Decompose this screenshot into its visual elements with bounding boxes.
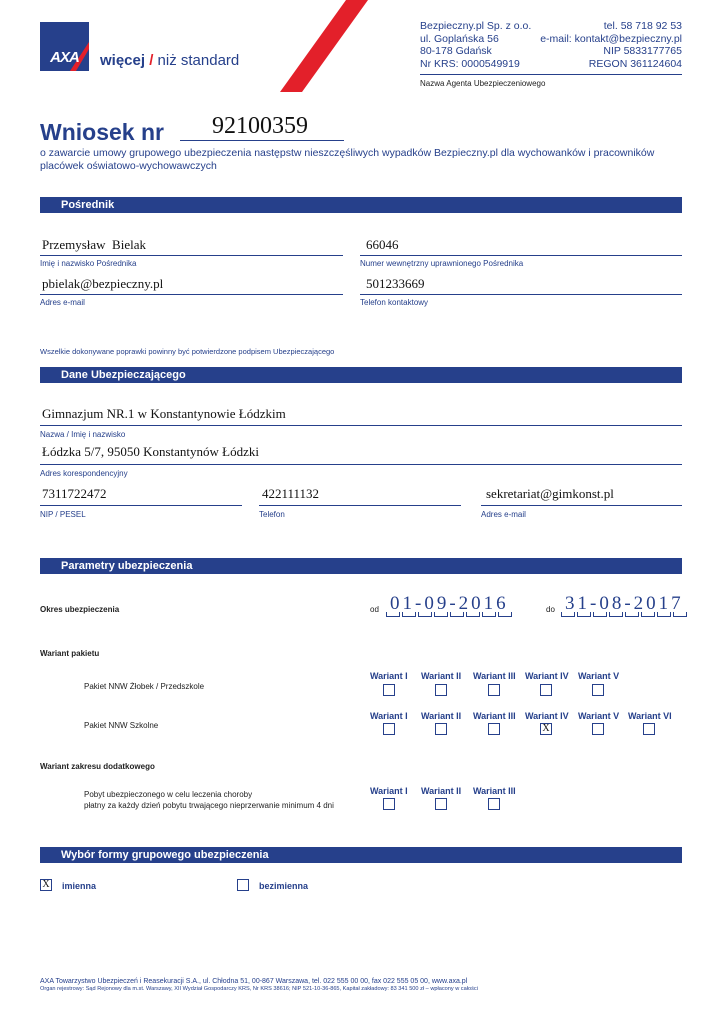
posrednik-email-label: Adres e-mail: [40, 298, 85, 307]
variant-label: Wariant IV: [525, 711, 569, 721]
insured-name-label: Nazwa / Imię i nazwisko: [40, 430, 126, 439]
insured-email-line: [481, 505, 682, 506]
pobyt-description: [84, 789, 334, 811]
agent-name-line: [420, 74, 682, 75]
subtitle-line: placówek oświatowo-wychowawczych: [40, 160, 217, 172]
posrednik-email-value[interactable]: pbielak@bezpieczny.pl: [42, 276, 164, 291]
zlobek-variant-1-checkbox[interactable]: [383, 684, 395, 696]
variant-label: Wariant III: [473, 671, 516, 681]
variant-label: Wariant III: [473, 786, 516, 796]
date-from-tick: [386, 612, 400, 617]
variant-label: Wariant V: [578, 711, 620, 721]
date-to-tick: [673, 612, 687, 617]
variant-label: Wariant I: [370, 711, 408, 721]
posrednik-phone-label: Telefon kontaktowy: [360, 298, 429, 307]
section-heading: Wybór formy grupowego ubezpieczenia: [61, 849, 269, 861]
company-line: ul. Goplańska 56: [420, 32, 499, 45]
company-line: Nr KRS: 0000549919: [420, 57, 520, 70]
section-heading: Parametry ubezpieczenia: [61, 560, 193, 572]
do-label: do: [546, 605, 555, 614]
date-to-tick: [609, 612, 623, 617]
variant-label: Wariant V: [578, 671, 620, 681]
insured-phone-value[interactable]: 422111132: [262, 486, 320, 501]
insured-nip-value[interactable]: 7311722472: [42, 486, 107, 501]
posrednik-number-label: Numer wewnętrzny uprawnionego Pośrednika: [360, 259, 524, 268]
posrednik-name-label: Imię i nazwisko Pośrednika: [40, 259, 137, 268]
footer: [40, 978, 690, 992]
section-parametry: [40, 558, 682, 574]
insured-name-value[interactable]: Gimnazjum NR.1 w Konstantynowie Łódzkim: [42, 406, 286, 421]
posrednik-phone-value[interactable]: 501233669: [366, 276, 425, 291]
axa-logo-text: AXA: [50, 49, 79, 66]
form-subtitle: [40, 147, 654, 173]
variant-label: Wariant III: [473, 711, 516, 721]
date-to-tick: [593, 612, 607, 617]
insured-address-label: Adres korespondencyjny: [40, 469, 128, 478]
szkolne-variant-6-checkbox[interactable]: [643, 723, 655, 735]
date-from-tick: [498, 612, 512, 617]
slogan: [100, 52, 239, 69]
form-title: Wniosek nr: [40, 119, 164, 145]
date-to-value[interactable]: 31-08-2017: [565, 593, 684, 614]
pobyt-variant-1-checkbox[interactable]: [383, 798, 395, 810]
insured-email-label: Adres e-mail: [481, 510, 526, 519]
od-label: od: [370, 605, 379, 614]
posrednik-phone-line: [360, 294, 682, 295]
posrednik-number-value[interactable]: 66046: [366, 237, 399, 252]
insured-phone-label: Telefon: [259, 510, 285, 519]
footer-line: Organ rejestrowy: Sąd Rejonowy dla m.st. Warszawy, XII Wydział Gospodarczy KRS, Nr KRS 38616; NIP 521-10-36-865, Kapitał zakładowy: 83 341 500 zł – wpłacony w całości: [40, 986, 478, 992]
contact-line: e-mail: kontakt@bezpieczny.pl: [540, 32, 682, 45]
szkolne-variant-2-checkbox[interactable]: [435, 723, 447, 735]
date-from-tick: [402, 612, 416, 617]
company-address: [420, 20, 531, 70]
company-contact: [540, 20, 682, 70]
contact-line: NIP 5833177765: [603, 45, 682, 57]
pobyt-variant-2-checkbox[interactable]: [435, 798, 447, 810]
insured-address-value[interactable]: Łódzka 5/7, 95050 Konstantynów Łódzki: [42, 444, 259, 459]
szkolne-variant-3-checkbox[interactable]: [488, 723, 500, 735]
agent-label: Nazwa Agenta Ubezpieczeniowego: [420, 79, 546, 88]
bezimienna-checkbox[interactable]: [237, 879, 249, 891]
slogan-rest: niż standard: [157, 52, 240, 69]
company-line: 80-178 Gdańsk: [420, 45, 492, 57]
subtitle-line: o zawarcie umowy grupowego ubezpieczenia następstw nieszczęśliwych wypadków Bezpieczny.pl dla wychowanków i pracowników: [40, 147, 655, 159]
slogan-slash: /: [149, 52, 154, 69]
date-to-tick: [641, 612, 655, 617]
variant-label: Wariant I: [370, 671, 408, 681]
zlobek-variant-3-checkbox[interactable]: [488, 684, 500, 696]
date-to-tick: [577, 612, 591, 617]
section-ubezpieczajacy: [40, 367, 682, 383]
szkolne-variant-1-checkbox[interactable]: [383, 723, 395, 735]
section-posrednik: [40, 197, 682, 213]
date-from-tick: [450, 612, 464, 617]
zlobek-variant-4-checkbox[interactable]: [540, 684, 552, 696]
zlobek-variant-5-checkbox[interactable]: [592, 684, 604, 696]
section-forma: [40, 847, 682, 863]
date-from-tick: [418, 612, 432, 617]
insured-address-line: [40, 464, 682, 465]
posrednik-name-line: [40, 255, 343, 256]
variant-label: Wariant IV: [525, 671, 569, 681]
contact-line: REGON 361124604: [588, 57, 682, 70]
posrednik-email-line: [40, 294, 343, 295]
date-from-tick: [482, 612, 496, 617]
posrednik-number-line: [360, 255, 682, 256]
section-heading: Dane Ubezpieczającego: [61, 369, 186, 381]
contact-line: tel. 58 718 92 53: [603, 20, 682, 32]
bezimienna-label: bezimienna: [259, 881, 309, 891]
zakres-dodatkowy-label: Wariant zakresu dodatkowego: [40, 762, 155, 771]
insured-nip-line: [40, 505, 242, 506]
okres-label: Okres ubezpieczenia: [40, 605, 120, 614]
variant-label: Wariant I: [370, 786, 408, 796]
form-number-line: [180, 140, 344, 141]
pakiet-szkolne-label: Pakiet NNW Szkolne: [84, 721, 159, 730]
axa-logo: [40, 22, 89, 71]
footer-line: AXA Towarzystwo Ubezpieczeń i Reasekuracji S.A., ul. Chłodna 51, 00-867 Warszawa, tel. 022 555 00 00, fax 022 555 05 00, www.axa.pl: [40, 978, 468, 985]
date-from-value[interactable]: 01-09-2016: [390, 593, 509, 614]
date-from-tick: [466, 612, 480, 617]
imienna-label: imienna: [62, 881, 97, 891]
insured-phone-line: [259, 505, 461, 506]
variant-label: Wariant II: [421, 671, 462, 681]
wariant-pakietu-label: Wariant pakietu: [40, 649, 100, 658]
variant-label: Wariant VI: [628, 711, 672, 721]
zlobek-variant-2-checkbox[interactable]: [435, 684, 447, 696]
szkolne-variant-5-checkbox[interactable]: [592, 723, 604, 735]
pobyt-variant-3-checkbox[interactable]: [488, 798, 500, 810]
slogan-bold: więcej: [100, 52, 146, 69]
insured-nip-label: NIP / PESEL: [40, 510, 86, 519]
red-diagonal-stripe: [280, 0, 370, 92]
date-to-tick: [657, 612, 671, 617]
section-heading: Pośrednik: [61, 199, 115, 211]
date-from-tick: [434, 612, 448, 617]
pakiet-zlobek-label: Pakiet NNW Żłobek / Przedszkole: [84, 682, 205, 691]
variant-label: Wariant II: [421, 711, 462, 721]
imienna-checkbox[interactable]: X: [40, 879, 52, 891]
pobyt-line: Pobyt ubezpieczonego w celu leczenia choroby: [84, 790, 253, 799]
date-to-tick: [625, 612, 639, 617]
corrections-note: Wszelkie dokonywane poprawki powinny być potwierdzone podpisem Ubezpieczającego: [40, 347, 335, 356]
variant-label: Wariant II: [421, 786, 462, 796]
szkolne-variant-4-checkbox[interactable]: X: [540, 723, 552, 735]
company-line: Bezpieczny.pl Sp. z o.o.: [420, 20, 532, 32]
date-to-tick: [561, 612, 575, 617]
pobyt-line: płatny za każdy dzień pobytu trwającego nieprzerwanie minimum 4 dni: [84, 801, 334, 810]
insured-email-value[interactable]: sekretariat@gimkonst.pl: [486, 486, 614, 501]
form-number: 92100359: [212, 113, 308, 139]
insured-name-line: [40, 425, 682, 426]
posrednik-name-value[interactable]: Przemysław Bielak: [42, 237, 146, 252]
